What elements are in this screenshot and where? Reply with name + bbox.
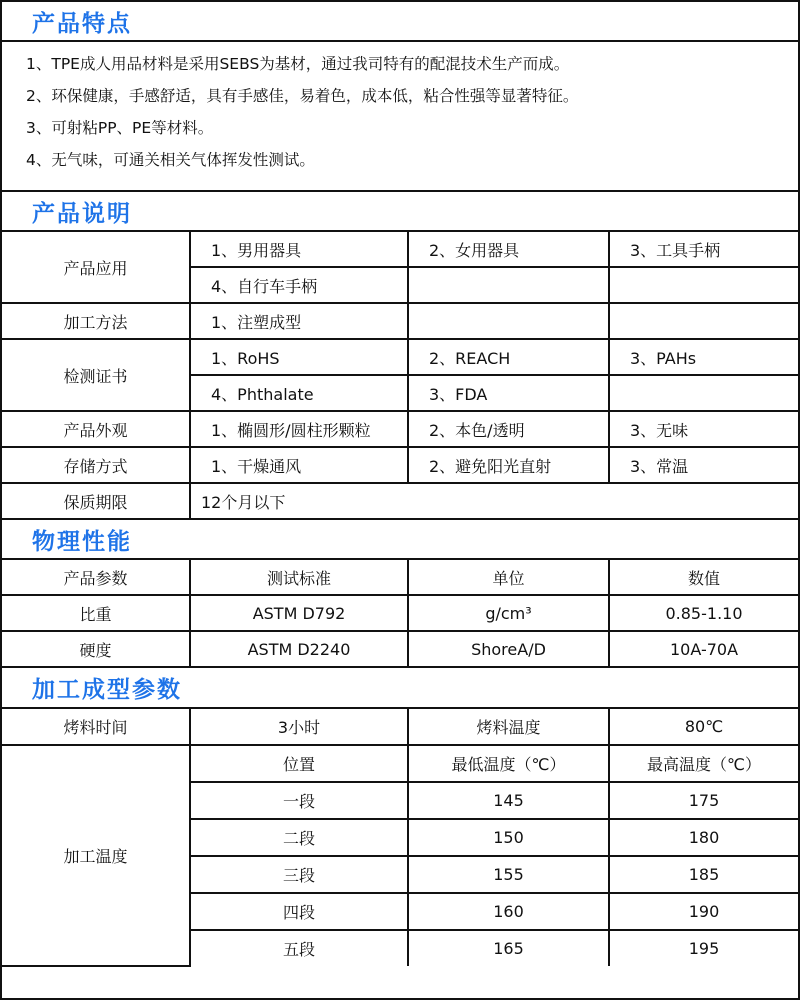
column-header: 位置 <box>190 745 408 782</box>
feature-item: 1、TPE成人用品材料是采用SEBS为基材，通过我司特有的配混技术生产而成。 <box>26 55 570 73</box>
column-header: 最高温度（℃） <box>609 745 798 782</box>
column-header: 数值 <box>609 560 798 595</box>
column-header: 测试标准 <box>190 560 408 595</box>
features-title: 产品特点 <box>2 2 798 42</box>
cell: 烤料温度 <box>408 709 609 745</box>
empty-cell <box>408 267 609 303</box>
empty-cell <box>609 375 798 411</box>
cell: 1、RoHS <box>190 339 408 375</box>
cell: 180 <box>609 819 798 856</box>
cell: 2、避免阳光直射 <box>408 447 609 483</box>
cell: ASTM D792 <box>190 595 408 631</box>
description-title: 产品说明 <box>2 192 798 232</box>
cell: g/cm³ <box>408 595 609 631</box>
table-row <box>2 595 798 631</box>
row-label: 检测证书 <box>2 339 190 411</box>
cell: 80℃ <box>609 709 798 745</box>
table-row <box>2 303 798 339</box>
cell: 165 <box>408 930 609 966</box>
cell: 185 <box>609 856 798 893</box>
table-row <box>2 232 798 267</box>
column-header: 最低温度（℃） <box>408 745 609 782</box>
cell: 2、女用器具 <box>408 232 609 267</box>
table-row <box>2 411 798 447</box>
cell: 3、FDA <box>408 375 609 411</box>
empty-cell <box>408 303 609 339</box>
feature-item: 2、环保健康，手感舒适，具有手感佳，易着色，成本低，粘合性强等显著特征。 <box>26 87 579 105</box>
processing-table <box>2 709 798 967</box>
cell: 175 <box>609 782 798 819</box>
cell: 190 <box>609 893 798 930</box>
physical-title: 物理性能 <box>2 520 798 560</box>
cell: 二段 <box>190 819 408 856</box>
cell: 145 <box>408 782 609 819</box>
cell: 3、PAHs <box>609 339 798 375</box>
cell: 1、干燥通风 <box>190 447 408 483</box>
column-header: 产品参数 <box>2 560 190 595</box>
cell: 12个月以下 <box>190 483 798 519</box>
cell: 195 <box>609 930 798 966</box>
cell: 1、椭圆形/圆柱形颗粒 <box>190 411 408 447</box>
row-label: 保质期限 <box>2 483 190 519</box>
cell: 2、本色/透明 <box>408 411 609 447</box>
cell: 155 <box>408 856 609 893</box>
cell: 四段 <box>190 893 408 930</box>
empty-cell <box>609 303 798 339</box>
feature-item: 4、无气味，可通关相关气体挥发性测试。 <box>26 151 315 169</box>
features-list <box>2 42 798 192</box>
cell: 160 <box>408 893 609 930</box>
cell: 150 <box>408 819 609 856</box>
cell: 4、Phthalate <box>190 375 408 411</box>
cell: 3小时 <box>190 709 408 745</box>
column-header: 单位 <box>408 560 609 595</box>
cell: 一段 <box>190 782 408 819</box>
row-label: 加工温度 <box>2 745 190 966</box>
cell: 2、REACH <box>408 339 609 375</box>
cell: 3、无味 <box>609 411 798 447</box>
description-table <box>2 232 798 520</box>
cell: 三段 <box>190 856 408 893</box>
row-label: 产品应用 <box>2 232 190 303</box>
row-label: 产品外观 <box>2 411 190 447</box>
cell: 烤料时间 <box>2 709 190 745</box>
cell: 1、注塑成型 <box>190 303 408 339</box>
table-row <box>2 483 798 519</box>
cell: 硬度 <box>2 631 190 667</box>
table-row <box>2 447 798 483</box>
table-row <box>2 339 798 375</box>
cell: ASTM D2240 <box>190 631 408 667</box>
cell: 五段 <box>190 930 408 966</box>
row-label: 加工方法 <box>2 303 190 339</box>
cell: 1、男用器具 <box>190 232 408 267</box>
header-row <box>2 745 798 782</box>
cell: 3、工具手柄 <box>609 232 798 267</box>
cell: 0.85-1.10 <box>609 595 798 631</box>
cell: 比重 <box>2 595 190 631</box>
processing-title: 加工成型参数 <box>2 668 798 709</box>
header-row <box>2 560 798 595</box>
table-row <box>2 631 798 667</box>
physical-table <box>2 560 798 668</box>
cell: ShoreA/D <box>408 631 609 667</box>
table-row <box>2 709 798 745</box>
empty-cell <box>609 267 798 303</box>
cell: 4、自行车手柄 <box>190 267 408 303</box>
feature-item: 3、可射粘PP、PE等材料。 <box>26 119 214 137</box>
cell: 10A-70A <box>609 631 798 667</box>
cell: 3、常温 <box>609 447 798 483</box>
row-label: 存储方式 <box>2 447 190 483</box>
